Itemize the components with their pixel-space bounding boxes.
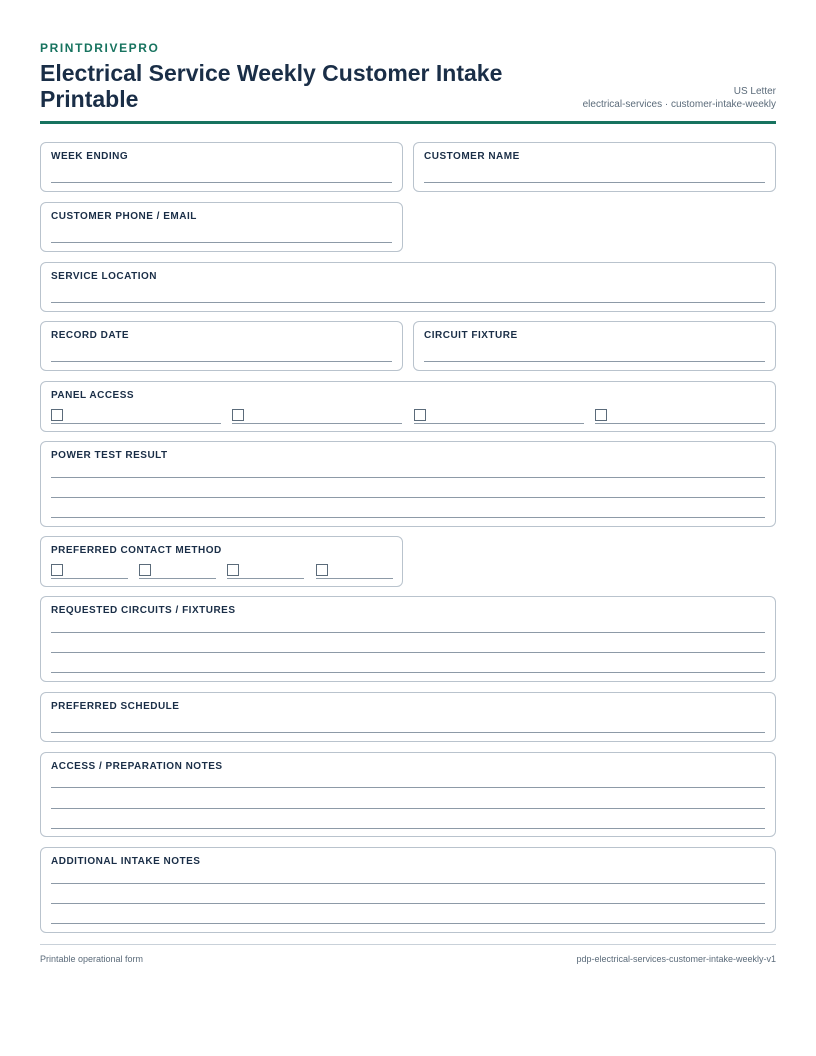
access-notes-line[interactable] — [51, 787, 765, 788]
footer-left-text: Printable operational form — [40, 954, 144, 964]
requested-circuits-fixtures-label: REQUESTED CIRCUITS / FIXTURES — [51, 605, 236, 616]
record-date-field[interactable] — [40, 321, 403, 371]
footer-form-id: pdp-electrical-services-customer-intake-weekly-v1 — [576, 954, 776, 964]
access-preparation-notes-label: ACCESS / PREPARATION NOTES — [51, 761, 223, 772]
checkbox-icon[interactable] — [595, 409, 607, 421]
contact-method-option[interactable] — [316, 564, 393, 579]
additional-intake-notes-label: ADDITIONAL INTAKE NOTES — [51, 856, 201, 867]
customer-name-field[interactable] — [413, 142, 776, 192]
week-ending-label: WEEK ENDING — [51, 151, 129, 162]
checkbox-icon[interactable] — [232, 409, 244, 421]
checkbox-icon[interactable] — [51, 409, 63, 421]
week-ending-line[interactable] — [51, 182, 392, 183]
circuit-fixture-line[interactable] — [424, 361, 765, 362]
access-preparation-notes-field[interactable] — [40, 752, 776, 837]
preferred-schedule-field[interactable] — [40, 692, 776, 742]
contact-method-option[interactable] — [139, 564, 216, 579]
customer-phone-email-line[interactable] — [51, 242, 392, 243]
power-test-result-label: POWER TEST RESULT — [51, 450, 168, 461]
panel-access-field — [40, 381, 776, 432]
customer-name-label: CUSTOMER NAME — [424, 151, 520, 162]
panel-access-option[interactable] — [414, 409, 584, 424]
additional-intake-notes-field[interactable] — [40, 847, 776, 933]
requested-circuits-fixtures-field[interactable] — [40, 596, 776, 682]
preferred-contact-method-field — [40, 536, 403, 587]
access-notes-line[interactable] — [51, 828, 765, 829]
checkbox-icon[interactable] — [227, 564, 239, 576]
checkbox-icon[interactable] — [51, 564, 63, 576]
access-notes-line[interactable] — [51, 808, 765, 809]
paper-size: US Letter — [733, 86, 776, 97]
record-date-label: RECORD DATE — [51, 330, 130, 341]
form-slug: electrical-services · customer-intake-weekly — [582, 99, 776, 110]
preferred-contact-method-label: PREFERRED CONTACT METHOD — [51, 545, 222, 556]
checkbox-icon[interactable] — [316, 564, 328, 576]
header-divider — [40, 121, 776, 124]
contact-method-option[interactable] — [227, 564, 304, 579]
power-test-result-field[interactable] — [40, 441, 776, 527]
checkbox-icon[interactable] — [414, 409, 426, 421]
panel-access-label: PANEL ACCESS — [51, 390, 135, 401]
panel-access-option[interactable] — [232, 409, 402, 424]
customer-name-line[interactable] — [424, 182, 765, 183]
brand-name: PRINTDRIVEPRO — [40, 41, 160, 55]
requested-circuits-line[interactable] — [51, 672, 765, 673]
footer-divider — [40, 944, 776, 945]
power-test-result-line[interactable] — [51, 517, 765, 518]
contact-method-option[interactable] — [51, 564, 128, 579]
service-location-field[interactable] — [40, 262, 776, 312]
additional-notes-line[interactable] — [51, 883, 765, 884]
additional-notes-line[interactable] — [51, 903, 765, 904]
circuit-fixture-field[interactable] — [413, 321, 776, 371]
panel-access-option[interactable] — [595, 409, 765, 424]
requested-circuits-line[interactable] — [51, 632, 765, 633]
service-location-label: SERVICE LOCATION — [51, 271, 157, 282]
panel-access-options — [51, 409, 765, 423]
preferred-schedule-line[interactable] — [51, 732, 765, 733]
preferred-schedule-label: PREFERRED SCHEDULE — [51, 701, 180, 712]
circuit-fixture-label: CIRCUIT FIXTURE — [424, 330, 518, 341]
record-date-line[interactable] — [51, 361, 392, 362]
customer-phone-email-label: CUSTOMER PHONE / EMAIL — [51, 211, 197, 222]
power-test-result-line[interactable] — [51, 497, 765, 498]
customer-phone-email-field[interactable] — [40, 202, 403, 252]
checkbox-icon[interactable] — [139, 564, 151, 576]
week-ending-field[interactable] — [40, 142, 403, 192]
preferred-contact-options — [51, 564, 392, 578]
service-location-line[interactable] — [51, 302, 765, 303]
additional-notes-line[interactable] — [51, 923, 765, 924]
form-title: Electrical Service Weekly Customer Intake Printable — [40, 60, 503, 112]
power-test-result-line[interactable] — [51, 477, 765, 478]
requested-circuits-line[interactable] — [51, 652, 765, 653]
panel-access-option[interactable] — [51, 409, 221, 424]
form-meta — [583, 85, 776, 111]
